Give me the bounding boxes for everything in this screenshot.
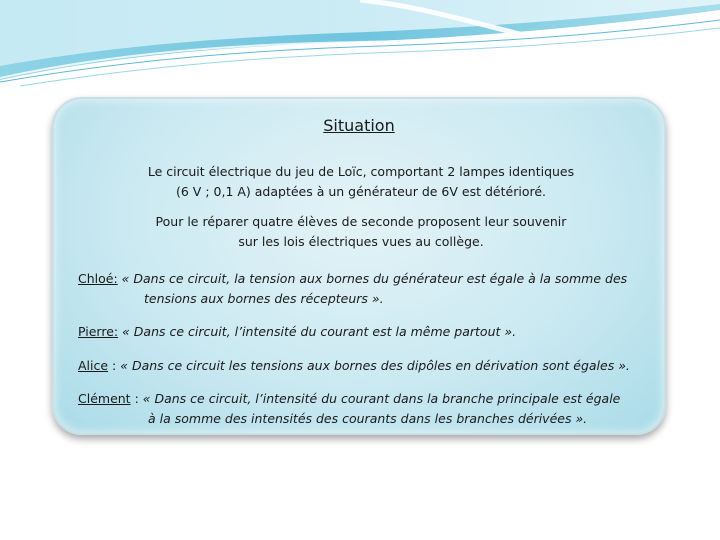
quote-line-2: tensions aux bornes des récepteurs ». — [144, 291, 384, 306]
student-name: Chloé: — [78, 271, 118, 286]
intro2-line-2: sur les lois électriques vues au collège. — [238, 234, 484, 249]
intro-paragraph-2 — [74, 212, 648, 252]
intro2-line-1: Pour le réparer quatre élèves de seconde proposent leur souvenir — [155, 214, 567, 229]
quote-line-1: « Dans ce circuit, la tension aux bornes du générateur est égale à la somme des — [121, 271, 628, 286]
student-name: Clément — [78, 391, 131, 406]
intro-line-1: Le circuit électrique du jeu de Loïc, comportant 2 lampes identiques — [147, 164, 575, 179]
intro-paragraph — [74, 162, 648, 202]
student-name: Alice — [78, 358, 109, 373]
situation-panel — [52, 97, 666, 435]
student-quote-alice — [78, 356, 648, 376]
quote-line-1: « Dans ce circuit, l’intensité du courant est la même partout ». — [122, 324, 517, 339]
intro-line-2: (6 V ; 0,1 A) adaptées à un générateur de 6V est détérioré. — [176, 184, 546, 199]
quote-line-1: « Dans ce circuit, l’intensité du courant dans la branche principale est égale — [142, 391, 621, 406]
student-name: Pierre: — [78, 324, 119, 339]
decorative-wave-header — [0, 0, 720, 90]
student-quote-clement — [78, 389, 648, 429]
quote-line-1: « Dans ce circuit les tensions aux bornes des dipôles en dérivation sont égales ». — [120, 358, 630, 373]
name-separator: : — [134, 391, 139, 406]
situation-title: Situation — [323, 116, 395, 135]
name-separator: : — [112, 358, 117, 373]
quote-line-2: à la somme des intensités des courants dans les branches dérivées ». — [148, 411, 588, 426]
student-quote-chloe — [78, 269, 648, 309]
student-quote-pierre — [78, 322, 648, 342]
